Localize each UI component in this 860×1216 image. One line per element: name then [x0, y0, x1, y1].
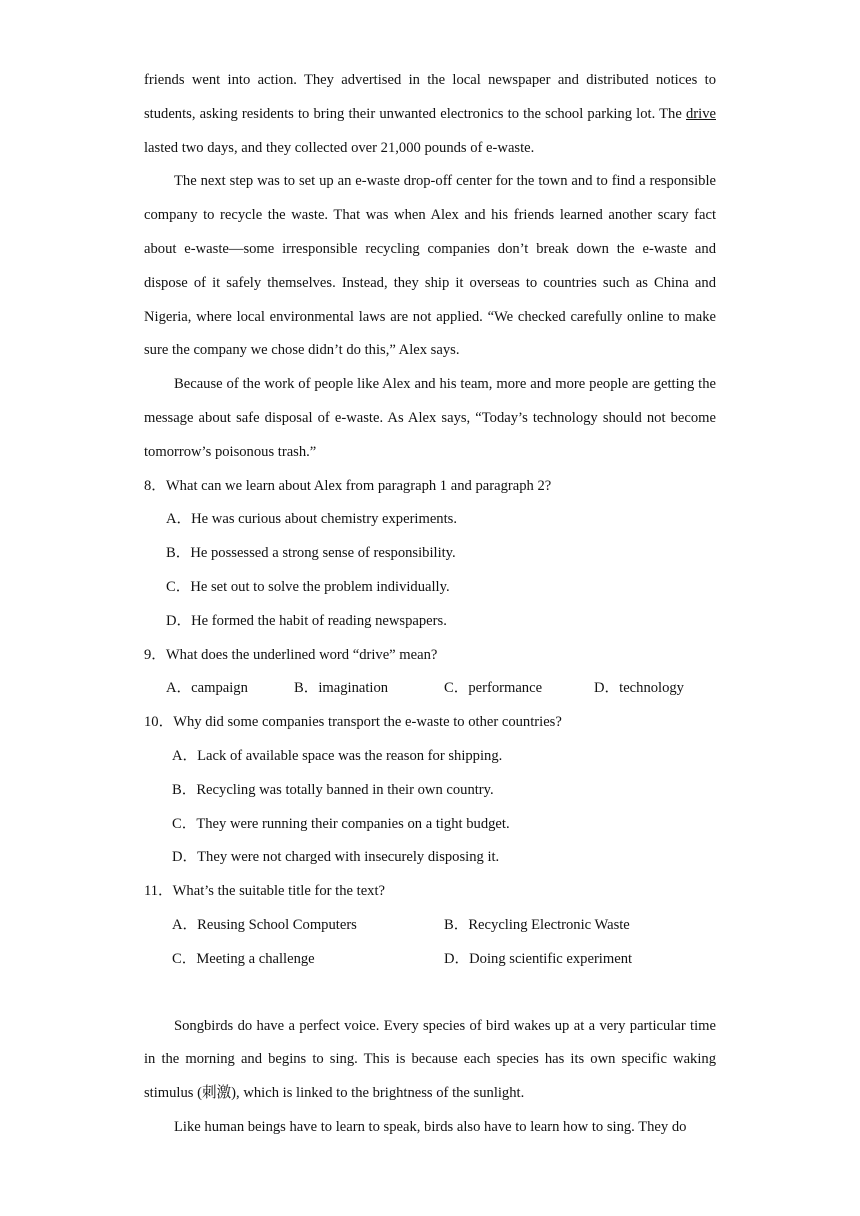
- question-9-option-b: B．imagination: [294, 680, 389, 697]
- section-gap: [144, 977, 716, 1010]
- question-9: [144, 639, 716, 707]
- question-11-options-row-2: [144, 943, 716, 977]
- question-10-stem: 10．Why did some companies transport the e-waste to other countries?: [144, 714, 562, 731]
- passage1-paragraph-2: The next step was to set up an e-waste drop-off center for the town and to find a responsible company to recycle the waste. That was when Alex and his friends learned another scary fact about e-waste—some irresponsible recycling companies don’t break down the e-waste and dispose of it safely themselves. Instead, they ship it overseas to countries such as China and Nigeria, where local environmental laws are not applied. “We checked carefully online to make sure the company we chose didn’t do this,” Alex says.: [144, 173, 716, 359]
- question-8-option-b: B．He possessed a strong sense of responsibility.: [166, 545, 456, 562]
- underlined-word-drive: drive: [686, 105, 716, 122]
- question-10-option-c: C．They were running their companies on a tight budget.: [172, 815, 510, 832]
- passage1-p1-text-after: lasted two days, and they collected over 21,000 pounds of e-waste.: [144, 139, 535, 156]
- question-9-option-d: D．technology: [594, 680, 684, 697]
- question-8: [144, 470, 716, 639]
- question-11-option-d: D．Doing scientific experiment: [444, 950, 633, 967]
- passage1-p1-text-before: friends went into action. They advertised in the local newspaper and distributed notices to students, asking residents to bring their unwanted electronics to the school parking lot. The: [144, 72, 716, 122]
- question-8-option-a: A．He was curious about chemistry experiments.: [166, 511, 457, 528]
- question-11-option-b: B．Recycling Electronic Waste: [444, 916, 630, 933]
- question-10-option-b: B．Recycling was totally banned in their own country.: [172, 781, 494, 798]
- question-9-options: [144, 672, 716, 706]
- question-10: [144, 706, 716, 875]
- passage2-paragraph-1: Songbirds do have a perfect voice. Every species of bird wakes up at a very particular time in the morning and begins to sing. This is because each species has its own specific waking stimulus (刺激), which is linked to the brightness of the sunlight.: [144, 1017, 716, 1102]
- question-9-option-c: C．performance: [444, 680, 543, 697]
- question-8-option-d: D．He formed the habit of reading newspapers.: [166, 612, 447, 629]
- question-10-option-a: A．Lack of available space was the reason for shipping.: [172, 747, 503, 764]
- passage1-paragraph-1: [144, 64, 716, 165]
- passage2-paragraph-2: Like human beings have to learn to speak, birds also have to learn how to sing. They do: [174, 1118, 687, 1135]
- question-11: [144, 875, 716, 976]
- passage1-paragraph-3: Because of the work of people like Alex and his team, more and more people are getting the message about safe disposal of e-waste. As Alex says, “Today’s technology should not become tomorrow’s poisonous trash.”: [144, 376, 716, 460]
- question-8-option-c: C．He set out to solve the problem individually.: [166, 578, 450, 595]
- question-11-stem: 11．What’s the suitable title for the text?: [144, 883, 385, 900]
- question-9-stem: 9．What does the underlined word “drive” mean?: [144, 646, 438, 663]
- question-10-option-d: D．They were not charged with insecurely disposing it.: [172, 849, 500, 866]
- question-11-options-row-1: [144, 909, 716, 943]
- question-11-option-c: C．Meeting a challenge: [172, 950, 315, 967]
- question-11-option-a: A．Reusing School Computers: [172, 916, 357, 933]
- question-9-option-a: A．campaign: [166, 680, 248, 697]
- question-8-stem: 8．What can we learn about Alex from paragraph 1 and paragraph 2?: [144, 477, 552, 494]
- document-page: [144, 64, 716, 1145]
